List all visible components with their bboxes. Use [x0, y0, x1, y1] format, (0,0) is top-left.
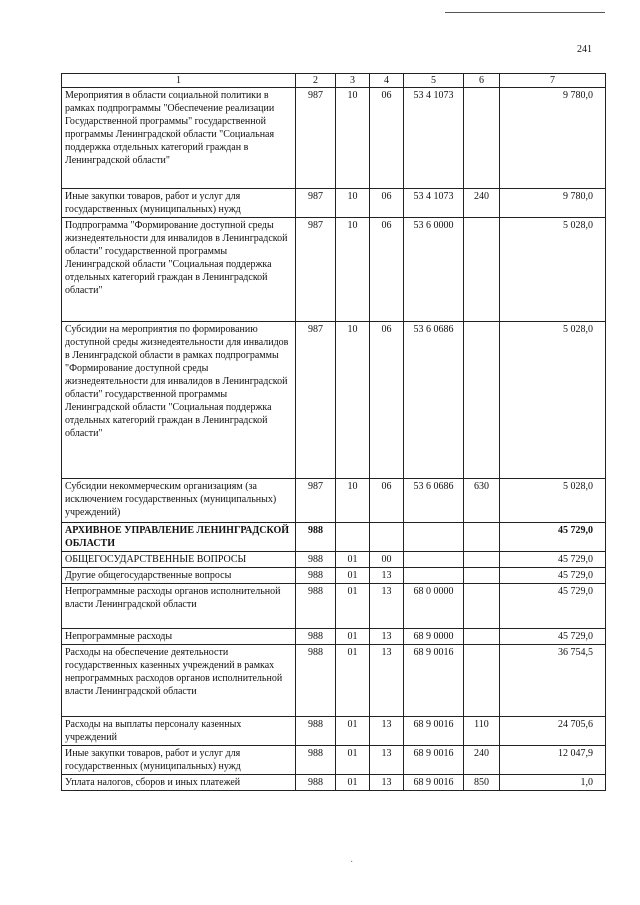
grbs-cell: 988	[296, 629, 336, 645]
table-row	[62, 189, 606, 218]
subsection-cell: 00	[370, 552, 404, 568]
expense-type-cell	[464, 552, 500, 568]
section-cell: 10	[336, 479, 370, 523]
table-row	[62, 218, 606, 322]
table-row	[62, 322, 606, 479]
target-article-cell: 68 9 0016	[404, 746, 464, 775]
table-row	[62, 568, 606, 584]
sum-cell: 45 729,0	[500, 584, 606, 629]
target-article-cell: 68 9 0016	[404, 775, 464, 791]
expense-type-cell: 240	[464, 746, 500, 775]
row-name: Расходы на выплаты персоналу казенных учреждений	[62, 717, 296, 746]
expense-type-cell: 110	[464, 717, 500, 746]
sum-cell: 5 028,0	[500, 218, 606, 322]
subsection-cell: 13	[370, 645, 404, 717]
sum-cell: 5 028,0	[500, 322, 606, 479]
subsection-cell: 06	[370, 322, 404, 479]
target-article-cell: 53 4 1073	[404, 189, 464, 218]
target-article-cell	[404, 552, 464, 568]
expense-type-cell: 850	[464, 775, 500, 791]
table-row	[62, 88, 606, 189]
sum-cell: 5 028,0	[500, 479, 606, 523]
table-row	[62, 645, 606, 717]
section-cell: 01	[336, 552, 370, 568]
expense-type-cell	[464, 88, 500, 189]
section-cell: 10	[336, 218, 370, 322]
section-cell: 10	[336, 189, 370, 218]
table-row	[62, 552, 606, 568]
subsection-cell	[370, 523, 404, 552]
section-cell: 01	[336, 717, 370, 746]
header-row	[62, 74, 606, 88]
subsection-cell: 06	[370, 479, 404, 523]
target-article-cell: 68 9 0016	[404, 717, 464, 746]
row-name: Мероприятия в области социальной политики в рамках подпрограммы "Обеспечение реализации Государственной программы" государственной программы Ленинградской области "Социальная поддержка отдельных категорий граждан в Ленинградской области"	[62, 88, 296, 189]
section-cell: 10	[336, 88, 370, 189]
grbs-cell: 988	[296, 584, 336, 629]
target-article-cell: 53 4 1073	[404, 88, 464, 189]
grbs-cell: 987	[296, 88, 336, 189]
row-name: Субсидии на мероприятия по формированию доступной среды жизнедеятельности для инвалидов в Ленинградской области в рамках подпрограммы "Формирование доступной среды жизнедеятельности для инвалидов в Ленинградской области" государственной программы Ленинградской области "Социальная поддержка отдельных категорий граждан в Ленинградской области"	[62, 322, 296, 479]
section-cell: 01	[336, 568, 370, 584]
grbs-cell: 988	[296, 523, 336, 552]
target-article-cell	[404, 523, 464, 552]
target-article-cell	[404, 568, 464, 584]
grbs-cell: 987	[296, 189, 336, 218]
expense-type-cell	[464, 568, 500, 584]
target-article-cell: 53 6 0000	[404, 218, 464, 322]
grbs-cell: 988	[296, 552, 336, 568]
section-cell: 10	[336, 322, 370, 479]
column-header: 3	[336, 74, 370, 88]
grbs-cell: 987	[296, 322, 336, 479]
expense-type-cell	[464, 645, 500, 717]
expense-type-cell	[464, 218, 500, 322]
row-name: Уплата налогов, сборов и иных платежей	[62, 775, 296, 791]
expense-type-cell	[464, 584, 500, 629]
sum-cell: 12 047,9	[500, 746, 606, 775]
row-name: Расходы на обеспечение деятельности государственных казенных учреждений в рамках непрограммных расходов органов исполнительной власти Ленинградской области	[62, 645, 296, 717]
row-name: Непрограммные расходы органов исполнительной власти Ленинградской области	[62, 584, 296, 629]
grbs-cell: 988	[296, 717, 336, 746]
table-row	[62, 629, 606, 645]
section-cell	[336, 523, 370, 552]
subsection-cell: 06	[370, 189, 404, 218]
expense-type-cell: 240	[464, 189, 500, 218]
grbs-cell: 987	[296, 218, 336, 322]
sum-cell: 1,0	[500, 775, 606, 791]
section-cell: 01	[336, 746, 370, 775]
target-article-cell: 68 9 0000	[404, 629, 464, 645]
sum-cell: 9 780,0	[500, 88, 606, 189]
expense-type-cell: 630	[464, 479, 500, 523]
subsection-cell: 13	[370, 584, 404, 629]
column-header: 5	[404, 74, 464, 88]
page-number: 241	[577, 44, 592, 55]
sum-cell: 45 729,0	[500, 552, 606, 568]
table-row	[62, 717, 606, 746]
table-row	[62, 775, 606, 791]
subsection-cell: 13	[370, 568, 404, 584]
table-row	[62, 479, 606, 523]
sum-cell: 45 729,0	[500, 629, 606, 645]
column-header: 4	[370, 74, 404, 88]
subsection-cell: 13	[370, 775, 404, 791]
row-name: Субсидии некоммерческим организациям (за исключением государственных (муниципальных) учреждений)	[62, 479, 296, 523]
sum-cell: 9 780,0	[500, 189, 606, 218]
grbs-cell: 988	[296, 775, 336, 791]
subsection-cell: 13	[370, 717, 404, 746]
sum-cell: 24 705,6	[500, 717, 606, 746]
target-article-cell: 68 0 0000	[404, 584, 464, 629]
expense-type-cell	[464, 523, 500, 552]
column-header: 6	[464, 74, 500, 88]
budget-table	[61, 73, 606, 791]
target-article-cell: 68 9 0016	[404, 645, 464, 717]
row-name: Другие общегосударственные вопросы	[62, 568, 296, 584]
section-cell: 01	[336, 645, 370, 717]
grbs-cell: 988	[296, 568, 336, 584]
grbs-cell: 988	[296, 645, 336, 717]
row-name: Подпрограмма "Формирование доступной среды жизнедеятельности для инвалидов в Ленинградской области" государственной программы Ленинградской области "Социальная поддержка отдельных категорий граждан в Ленинградской области"	[62, 218, 296, 322]
section-cell: 01	[336, 584, 370, 629]
row-name: АРХИВНОЕ УПРАВЛЕНИЕ ЛЕНИНГРАДСКОЙ ОБЛАСТИ	[62, 523, 296, 552]
top-rule	[445, 12, 605, 13]
expense-type-cell	[464, 322, 500, 479]
row-name: Непрограммные расходы	[62, 629, 296, 645]
column-header: 1	[62, 74, 296, 88]
target-article-cell: 53 6 0686	[404, 322, 464, 479]
grbs-cell: 987	[296, 479, 336, 523]
sum-cell: 45 729,0	[500, 523, 606, 552]
subsection-cell: 06	[370, 88, 404, 189]
table-row	[62, 746, 606, 775]
sum-cell: 45 729,0	[500, 568, 606, 584]
subsection-cell: 06	[370, 218, 404, 322]
subsection-cell: 13	[370, 746, 404, 775]
column-header: 7	[500, 74, 606, 88]
section-cell: 01	[336, 775, 370, 791]
table-row	[62, 523, 606, 552]
sum-cell: 36 754,5	[500, 645, 606, 717]
target-article-cell: 53 6 0686	[404, 479, 464, 523]
column-header: 2	[296, 74, 336, 88]
row-name: Иные закупки товаров, работ и услуг для государственных (муниципальных) нужд	[62, 746, 296, 775]
subsection-cell: 13	[370, 629, 404, 645]
section-cell: 01	[336, 629, 370, 645]
row-name: ОБЩЕГОСУДАРСТВЕННЫЕ ВОПРОСЫ	[62, 552, 296, 568]
grbs-cell: 988	[296, 746, 336, 775]
table-row	[62, 584, 606, 629]
expense-type-cell	[464, 629, 500, 645]
row-name: Иные закупки товаров, работ и услуг для государственных (муниципальных) нужд	[62, 189, 296, 218]
scan-mark: ·	[350, 857, 354, 868]
